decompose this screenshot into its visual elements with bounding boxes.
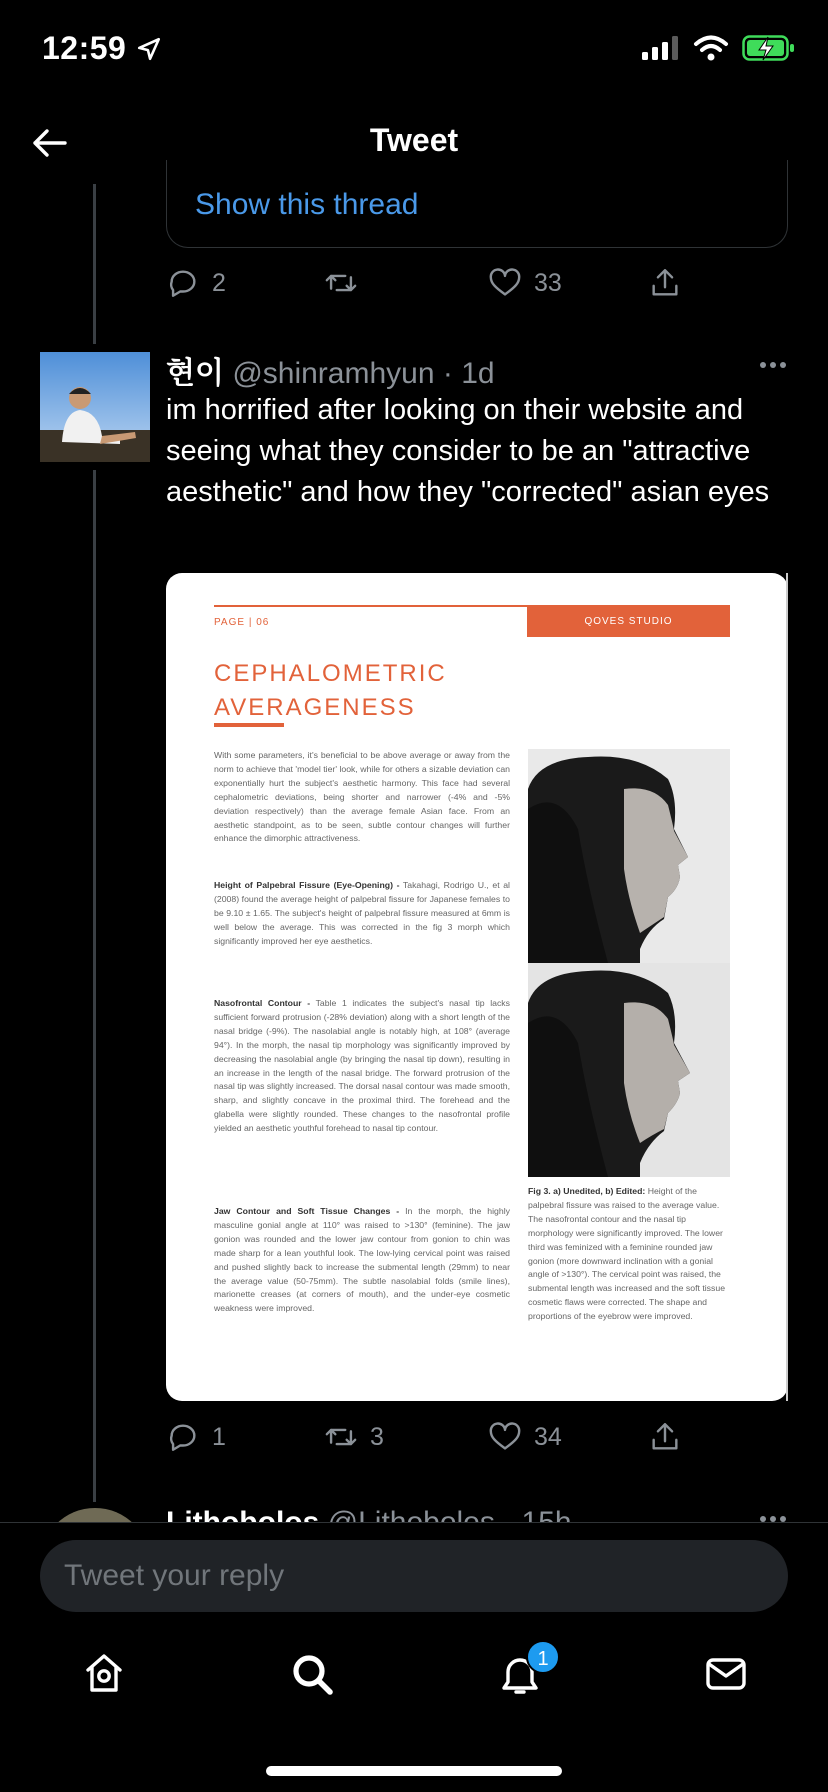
prev-tweet-actions [166, 266, 726, 316]
doc-section-heading: Jaw Contour and Soft Tissue Changes - [214, 1206, 400, 1216]
thread-connector-line [93, 470, 96, 1502]
reply-icon [166, 266, 200, 300]
like-count: 33 [534, 268, 562, 297]
mail-icon [702, 1650, 750, 1698]
document-page [166, 573, 788, 1401]
wifi-icon [694, 35, 728, 61]
tab-home[interactable] [80, 1650, 128, 1698]
cellular-signal-icon [642, 36, 680, 60]
tab-messages[interactable] [702, 1650, 750, 1698]
doc-page-label: PAGE | 06 [214, 617, 270, 628]
reply-input[interactable] [40, 1540, 788, 1612]
tab-search[interactable] [288, 1650, 336, 1698]
doc-photo-unedited [528, 749, 730, 963]
heart-icon [488, 266, 522, 300]
page-title: Tweet [369, 122, 459, 158]
doc-section-body: Takahagi, Rodrigo U., et al (2008) found the average height of palpebral fissure for Japanese females to be 9.10 ± 1.65. The subject's height of palpebral fissure measured at 6mm is well below the average. This was corrected in the fig 3 morph which significantly improved her eye aesthetics. [214, 880, 510, 946]
display-name[interactable]: 현이 [166, 357, 224, 390]
like-button[interactable] [488, 266, 562, 300]
media-edge [786, 573, 788, 1401]
doc-photo-edited [528, 963, 730, 1177]
doc-title [214, 657, 514, 725]
notifications-badge: 1 [526, 1640, 560, 1674]
tab-bar [0, 1620, 828, 1730]
show-thread-link[interactable]: Show this thread [195, 188, 419, 221]
heart-icon [488, 1420, 522, 1454]
reply-button[interactable] [166, 1420, 226, 1454]
avatar[interactable] [40, 352, 150, 462]
face-profile-image [528, 749, 730, 963]
tweet-header [166, 348, 788, 388]
like-count: 34 [534, 1422, 562, 1451]
doc-section-palpebral [214, 879, 510, 949]
tweet-actions [166, 1420, 726, 1470]
retweet-button[interactable] [324, 266, 370, 300]
doc-section-body: Table 1 indicates the subject's nasal tip lacks sufficient forward protrusion (-28% deviation) along with a short length of the nasal bridge (-9%). The nasolabial angle is notably high, at 108° (average 94°). In the morph, the nasal tip morphology was significantly improved by decreasing the nasolabial angle (by bringing the nasal tip down), resulting in an increase in the length of the nasal bridge. The forward protrusion of the nasal tip was slightly increased. The dorsal nasal contour was made smooth, sharp, and slightly concave in the proximal third. The forehead and the glabella were slightly rounded. These changes to the nasofrontal profile yielded an aesthetic youthful forehead to nasal tip contour. [214, 998, 510, 1134]
doc-section-body: In the morph, the highly masculine gonial angle at 110° was raised to >130° (feminine). The jaw gonion was rounded and the lower jaw contour from gonion to chin was made sharp for a lean youthful look. The low-lying cervical point was raised and pushed slightly back to increase the submental length (29mm) to near the average value (50-75mm). The subtle nasolabial folds (smile lines), marionette creases (at corners of mouth), and the under-eye cosmetic weakness were improved. [214, 1206, 510, 1314]
search-icon [288, 1650, 336, 1698]
retweet-count: 3 [370, 1422, 384, 1451]
doc-intro-paragraph: With some parameters, it's beneficial to be above average or away from the norm to achieve that 'model tier' look, while for others a sizable deviation can exponentially hurt the subject's aesthetic harmony. This face had several cephalometric deviations, being shorter and narrower (-4% and -5% deviation respectively) than the average female Asian face. From an aesthetic standpoint, as to be seen, subtle contour changes will further enhance the dimorphic attractiveness. [214, 750, 510, 844]
handle[interactable]: @shinramhyun [232, 357, 435, 390]
status-time: 12:59 [42, 30, 127, 66]
doc-caption-body: Height of the palpebral fissure was raised to the average value. The nasofrontal contour and the nasal tip morphology were significantly improved. The lower third was feminized with a feminine rounded jaw gonion (more downward inclination with a gonial angle of >130°). The cervical point was raised, the submental length was increased and the soft tissue cosmetic flaws were corrected. The shape and proportions of the eyebrow were improved. [528, 1186, 726, 1322]
reply-icon [166, 1420, 200, 1454]
doc-section-heading: Height of Palpebral Fissure (Eye-Opening) - [214, 880, 400, 890]
retweet-icon [324, 266, 358, 300]
retweet-icon [324, 1420, 358, 1454]
doc-title-line2: AVERAGENESS [214, 694, 416, 721]
share-button[interactable] [648, 1420, 682, 1454]
doc-section-nasofrontal [214, 997, 510, 1136]
tweet-text: im horrified after looking on their website and seeing what they consider to be an "attractive aesthetic" and how they "corrected" asian eyes [166, 394, 770, 508]
doc-title-line1: CEPHALOMETRIC [214, 660, 447, 687]
quoted-thread-card[interactable] [166, 160, 788, 248]
doc-section-heading: Nasofrontal Contour - [214, 998, 311, 1008]
doc-studio-banner: QOVES STUDIO [527, 607, 730, 637]
status-indicators [642, 34, 796, 62]
battery-charging-icon [742, 34, 796, 62]
reply-count: 2 [212, 268, 226, 297]
share-icon [648, 266, 682, 300]
home-indicator[interactable] [266, 1766, 562, 1776]
reply-button[interactable] [166, 266, 226, 300]
reply-count: 1 [212, 1422, 226, 1451]
avatar-photo [40, 352, 150, 462]
status-bar [0, 0, 828, 100]
doc-section-jaw [214, 1205, 510, 1316]
home-icon [80, 1650, 128, 1698]
share-icon [648, 1420, 682, 1454]
next-tweet-peek[interactable] [0, 1500, 828, 1522]
separator-dot: · [434, 357, 462, 390]
tweet-media-image[interactable] [166, 573, 788, 1401]
doc-figure-caption [528, 1185, 730, 1324]
doc-caption-heading: Fig 3. a) Unedited, b) Edited: [528, 1186, 646, 1196]
more-options-icon[interactable] [758, 360, 788, 370]
doc-title-underline [214, 723, 284, 727]
retweet-button[interactable] [324, 1420, 384, 1454]
face-profile-image [528, 963, 730, 1177]
tweet-time: 1d [461, 357, 495, 390]
like-button[interactable] [488, 1420, 562, 1454]
share-button[interactable] [648, 266, 682, 300]
thread-connector-line [93, 184, 96, 344]
location-arrow-icon [136, 36, 162, 62]
